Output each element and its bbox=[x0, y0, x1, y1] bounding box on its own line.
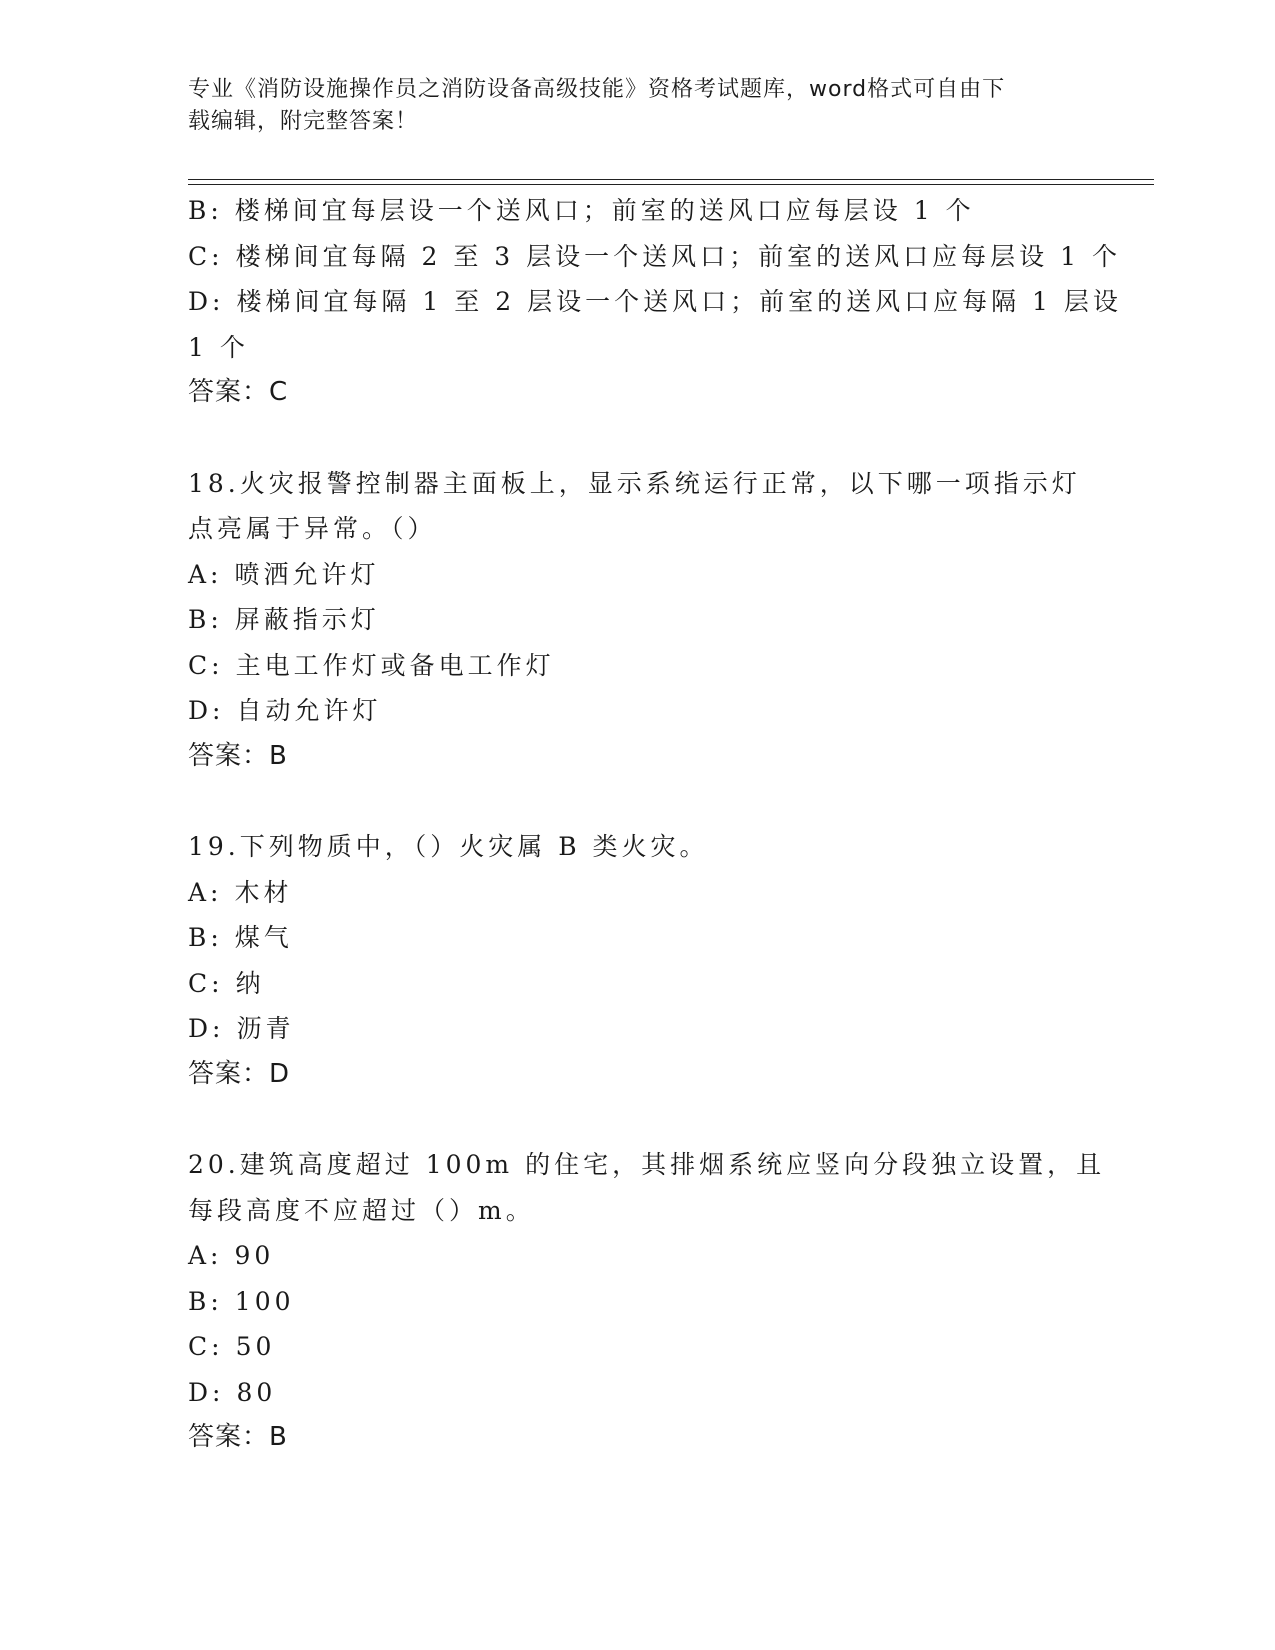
question-text: 18.火灾报警控制器主面板上，显示系统运行正常，以下哪一项指示灯 bbox=[188, 468, 1081, 498]
question-20 bbox=[188, 1142, 1106, 1461]
option-d: D: 楼梯间宜每隔 1 至 2 层设一个送风口；前室的送风口应每隔 1 层设 bbox=[188, 287, 1122, 316]
option-c: C: 50 bbox=[188, 1332, 276, 1361]
spacer bbox=[188, 416, 1088, 461]
answer-line: 答案：B bbox=[188, 740, 288, 771]
option-a: A: 木材 bbox=[188, 877, 293, 907]
question-text: 19.下列物质中，（）火灾属 B 类火灾。 bbox=[188, 832, 709, 861]
option-a: A: 喷洒允许灯 bbox=[188, 559, 380, 589]
spacer bbox=[188, 779, 1088, 824]
answer-line: 答案：C bbox=[188, 377, 289, 407]
option-b: B: 100 bbox=[188, 1286, 295, 1316]
header-line-1: 专业《消防设施操作员之消防设备高级技能》资格考试题库，word格式可自由下 bbox=[188, 77, 1006, 102]
option-d: D: 自动允许灯 bbox=[188, 696, 382, 725]
answer-line: 答案：B bbox=[188, 1422, 288, 1452]
option-d-continuation: 1 个 bbox=[188, 332, 249, 362]
option-d: D: 沥青 bbox=[188, 1014, 295, 1043]
option-a: A: 90 bbox=[188, 1241, 275, 1270]
answer-line: 答案：D bbox=[188, 1058, 291, 1089]
document-body bbox=[188, 188, 1122, 1461]
question-text-cont: 每段高度不应超过（）m。 bbox=[188, 1195, 535, 1225]
option-c: C: 主电工作灯或备电工作灯 bbox=[188, 650, 555, 680]
spacer bbox=[188, 1097, 1088, 1142]
question-18 bbox=[188, 461, 1088, 780]
option-d: D: 80 bbox=[188, 1377, 277, 1407]
option-b: B: 屏蔽指示灯 bbox=[188, 605, 380, 634]
header-line-2: 载编辑，附完整答案！ bbox=[188, 109, 419, 134]
option-c: C: 纳 bbox=[188, 968, 265, 998]
document-header bbox=[188, 74, 1068, 138]
question-text: 20.建筑高度超过 100m 的住宅，其排烟系统应竖向分段独立设置，且 bbox=[188, 1150, 1106, 1179]
option-b: B: 楼梯间宜每层设一个送风口；前室的送风口应每层设 1 个 bbox=[188, 196, 975, 225]
question-text-cont: 点亮属于异常。（） bbox=[188, 514, 437, 543]
question-19 bbox=[188, 824, 1088, 1097]
question-17-tail bbox=[188, 188, 1122, 416]
option-b: B: 煤气 bbox=[188, 923, 293, 952]
option-c: C: 楼梯间宜每隔 2 至 3 层设一个送风口；前室的送风口应每层设 1 个 bbox=[188, 241, 1121, 271]
header-divider bbox=[188, 179, 1154, 185]
